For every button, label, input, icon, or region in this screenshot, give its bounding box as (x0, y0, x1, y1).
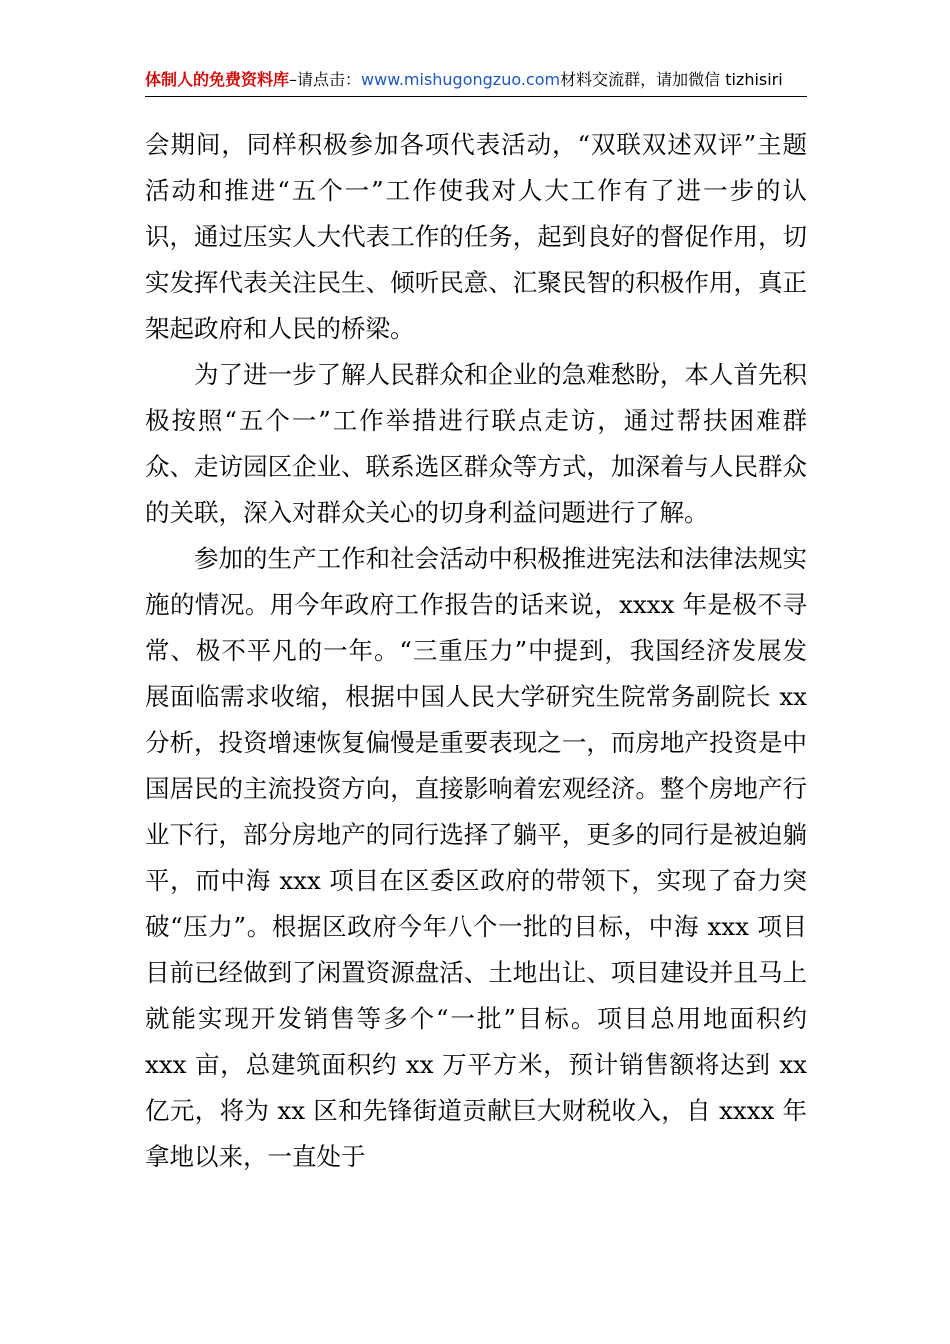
page-header (145, 66, 805, 94)
document-body (145, 122, 807, 1180)
header-tail: 材料交流群，请加微信 tizhisiri (560, 70, 783, 89)
paragraph: 参加的生产工作和社会活动中积极推进宪法和法律法规实施的情况。用今年政府工作报告的话来说，xxxx 年是极不寻常、极不平凡的一年。“三重压力”中提到，我国经济发展发展面临需求收缩，根据中国人民大学研究生院常务副院长 xx 分析，投资增速恢复偏慢是重要表现之一，而房地产投资是中国居民的主流投资方向，直接影响着宏观经济。整个房地产行业下行，部分房地产的同行选择了躺平，更多的同行是被迫躺平，而中海 xxx 项目在区委区政府的带领下，实现了奋力突破“压力”。根据区政府今年八个一批的目标，中海 xxx 项目目前已经做到了闲置资源盘活、土地出让、项目建设并且马上就能实现开发销售等多个“一批”目标。项目总用地面积约 xxx 亩，总建筑面积约 xx 万平方米，预计销售额将达到 xx 亿元，将为 xx 区和先锋街道贡献巨大财税收入，自 xxxx 年拿地以来，一直处于 (145, 544, 807, 1171)
header-url-link[interactable]: www.mishugongzuo.com (361, 70, 561, 89)
paragraph: 为了进一步了解人民群众和企业的急难愁盼，本人首先积极按照“五个一”工作举措进行联点走访，通过帮扶困难群众、走访园区企业、联系选区群众等方式，加深着与人民群众的关联，深入对群众关心的切身利益问题进行了解。 (145, 360, 807, 527)
header-dash: – (289, 70, 298, 89)
header-divider (145, 96, 807, 97)
header-prompt: 请点击： (297, 70, 362, 89)
header-brand: 体制人的免费资料库 (145, 70, 290, 89)
paragraph-continuation: 会期间，同样积极参加各项代表活动，“双联双述双评”主题活动和推进“五个一”工作使我对人大工作有了进一步的认识，通过压实人大代表工作的任务，起到良好的督促作用，切实发挥代表关注民生、倾听民意、汇聚民智的积极作用，真正架起政府和人民的桥梁。 (145, 130, 807, 343)
